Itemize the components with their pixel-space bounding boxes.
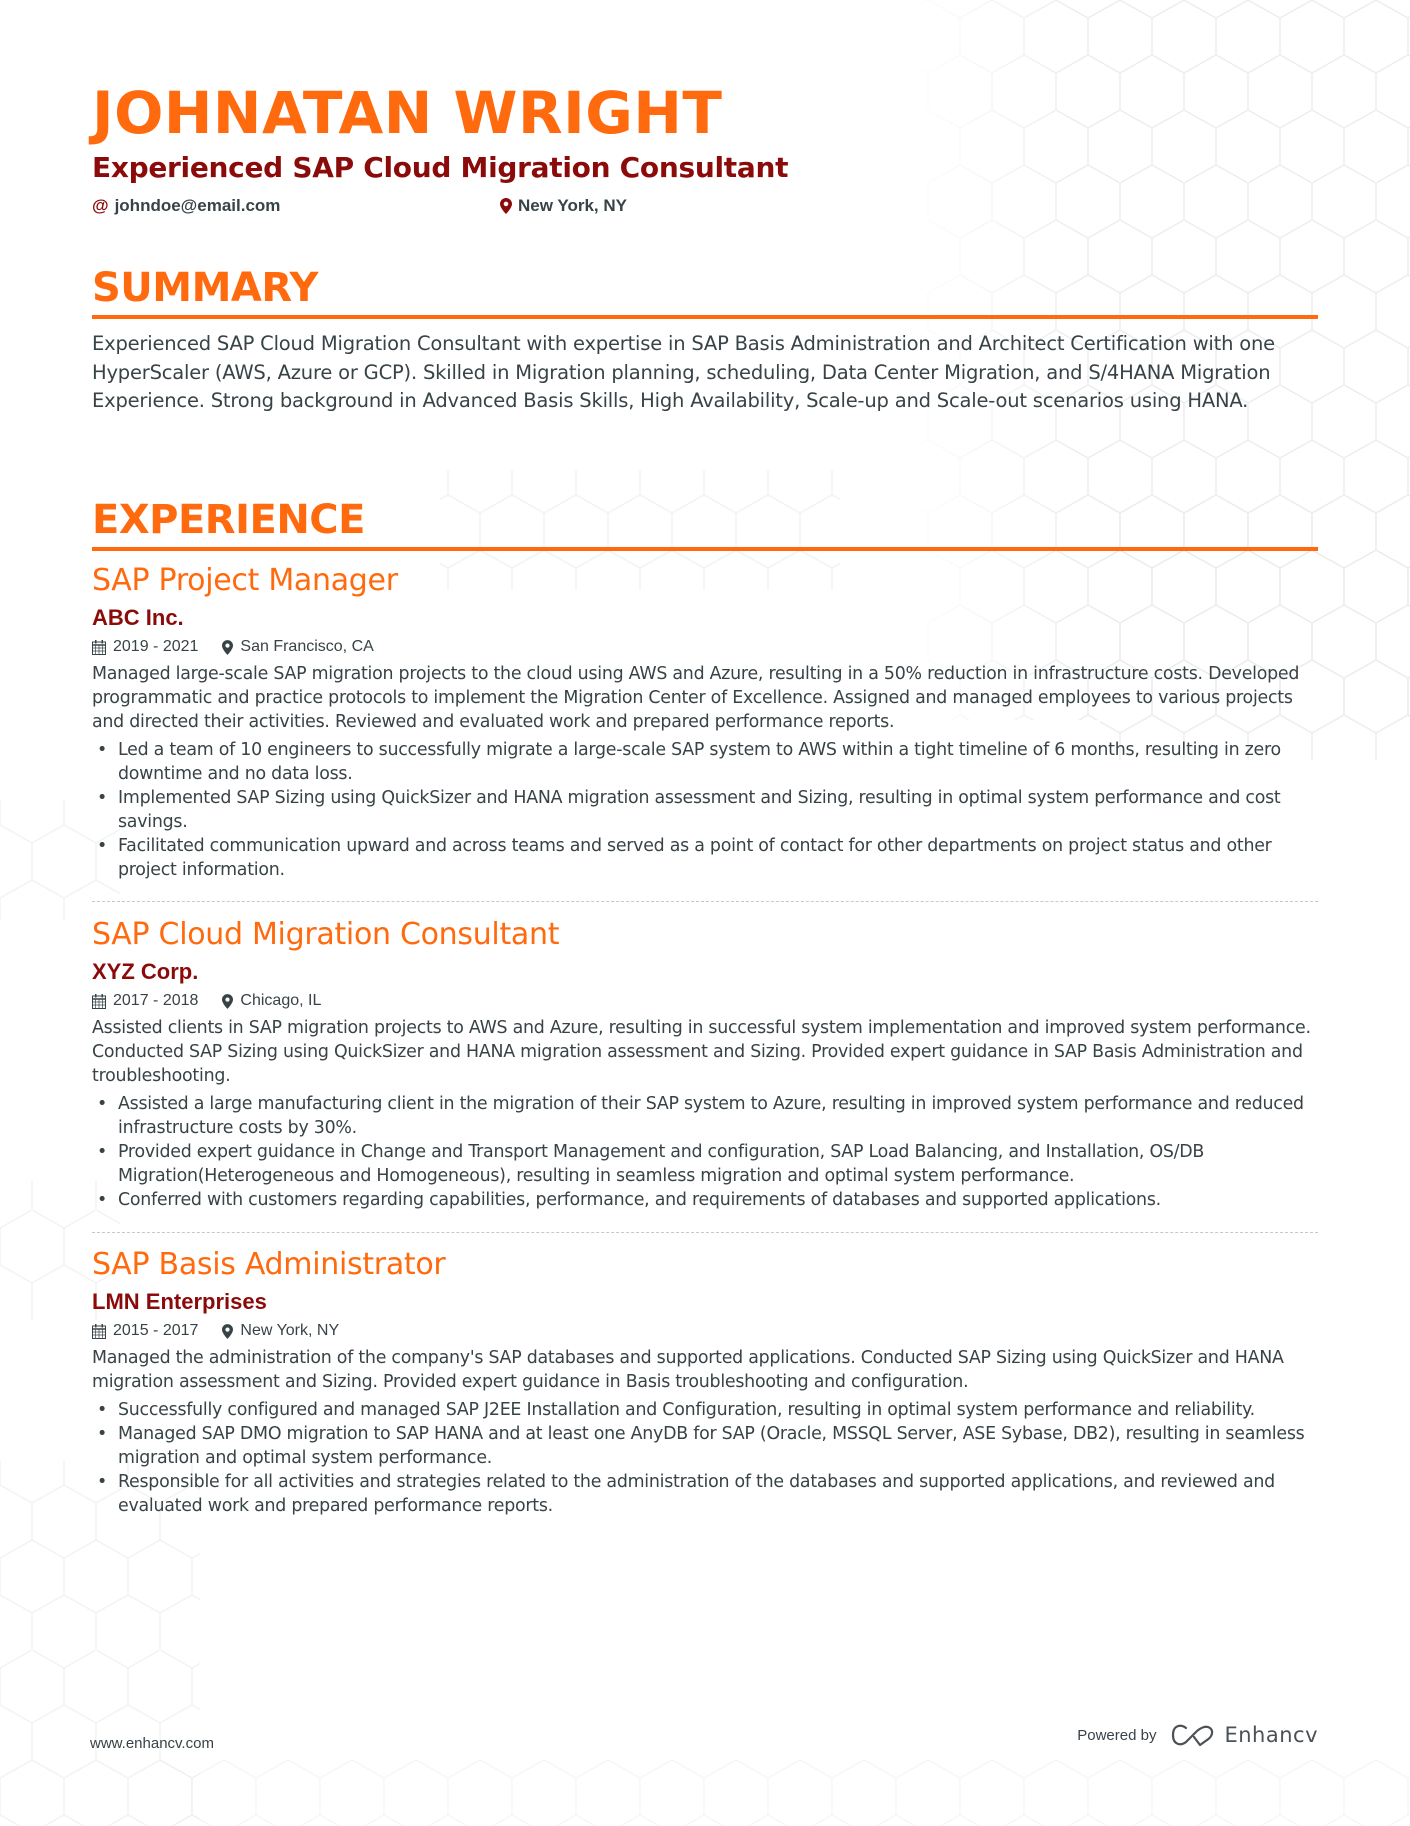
candidate-name: JOHNATAN WRIGHT [92, 79, 723, 147]
calendar-icon [92, 1324, 106, 1339]
job-company: XYZ Corp. [92, 959, 199, 984]
calendar-icon [92, 994, 106, 1009]
job-divider [92, 901, 1318, 902]
bullet-item: • Responsible for all activities and strategies related to the administration of the databases and supported applications, and reviewed and evaluated work and prepared performance reports. [97, 1472, 1275, 1516]
bullet-item: • Managed SAP DMO migration to SAP HANA and at least one AnyDB for SAP (Oracle, MSSQL Server, ASE Sybase, DB2), resulting in seamless migration and optimal system performance. [97, 1424, 1305, 1468]
experience-divider [92, 547, 1318, 551]
bullet-text: Provided expert guidance in Change and Transport Management and configuration, SAP Load Balancing, and Installation, OS/DB Migration(Heterogeneous and Homogeneous), resulting in seamless migration and optimal system performance. [118, 1142, 1205, 1186]
location-text: New York, NY [518, 196, 627, 215]
job-location-text: San Francisco, CA [240, 638, 374, 655]
job-company: LMN Enterprises [92, 1289, 267, 1314]
enhancv-brand-text: Enhancv [1224, 1723, 1318, 1747]
summary-divider [92, 315, 1318, 319]
candidate-title: Experienced SAP Cloud Migration Consultant [92, 151, 789, 184]
job-bullets [92, 738, 1318, 882]
job-dates-text: 2017 - 2018 [113, 992, 199, 1009]
calendar-icon [92, 640, 106, 655]
job-dates [92, 1319, 198, 1343]
bullet-item: • Assisted a large manufacturing client in the migration of their SAP system to Azure, resulting in improved system performance and reduced infrastructure costs by 30%. [97, 1094, 1304, 1138]
bullet-item: • Successfully configured and managed SAP J2EE Installation and Configuration, resulting in optimal system performance and reliability. [97, 1400, 1255, 1420]
bullet-text: Conferred with customers regarding capabilities, performance, and requirements of databases and supported applications. [118, 1190, 1161, 1210]
job-title: SAP Project Manager [92, 563, 398, 598]
job-description: Managed large-scale SAP migration projects to the cloud using AWS and Azure, resulting in a 50% reduction in infrastructure costs. Developed programmatic and practice protocols to implement the Migration Center of Excellence. Assigned and managed employees to various projects and directed their activities. Reviewed and evaluated work and prepared performance reports. [92, 664, 1300, 732]
bullet-text: Assisted a large manufacturing client in the migration of their SAP system to Azure, resulting in improved system performance and reduced infrastructure costs by 30%. [118, 1094, 1304, 1138]
contact-location [500, 193, 627, 219]
job-bullets [92, 1398, 1318, 1518]
job-dates-text: 2019 - 2021 [113, 638, 199, 655]
bullet-text: Managed SAP DMO migration to SAP HANA and at least one AnyDB for SAP (Oracle, MSSQL Server, ASE Sybase, DB2), resulting in seamless migration and optimal system performance. [118, 1424, 1305, 1468]
job-dates-text: 2015 - 2017 [113, 1322, 199, 1339]
job-company: ABC Inc. [92, 605, 184, 630]
experience-section-header [92, 495, 1318, 551]
bullet-text: Facilitated communication upward and across teams and served as a point of contact for other departments on project status and other project information. [118, 836, 1272, 880]
bullet-item: • Led a team of 10 engineers to successfully migrate a large-scale SAP system to AWS within a tight timeline of 6 months, resulting in zero downtime and no data loss. [97, 740, 1281, 784]
job-entry [92, 915, 1318, 1212]
job-dates [92, 635, 198, 659]
bullet-text: Implemented SAP Sizing using QuickSizer and HANA migration assessment and Sizing, resulting in optimal system performance and cost savings. [118, 788, 1281, 832]
job-location [222, 635, 373, 659]
bullet-text: Responsible for all activities and strategies related to the administration of the databases and supported applications, and reviewed and evaluated work and prepared performance reports. [118, 1472, 1275, 1516]
job-location [222, 1319, 339, 1343]
bullet-text: Led a team of 10 engineers to successfully migrate a large-scale SAP system to AWS within a tight timeline of 6 months, resulting in zero downtime and no data loss. [118, 740, 1281, 784]
job-entry [92, 561, 1318, 882]
at-icon: @ [92, 196, 109, 215]
enhancv-logo-icon [1170, 1723, 1216, 1747]
powered-by-label: Powered by [1077, 1726, 1157, 1744]
bullet-item: • Facilitated communication upward and across teams and served as a point of contact for other departments on project status and other project information. [97, 836, 1272, 880]
job-meta [92, 989, 1318, 1013]
enhancv-logo [1170, 1723, 1318, 1747]
job-entry [92, 1245, 1318, 1518]
website-link[interactable]: www.enhancv.com [90, 1735, 214, 1752]
bullet-item: • Conferred with customers regarding capabilities, performance, and requirements of databases and supported applications. [97, 1190, 1161, 1210]
bullet-item: • Provided expert guidance in Change and Transport Management and configuration, SAP Load Balancing, and Installation, OS/DB Migration(Heterogeneous and Homogeneous), resulting in seamless migration and optimal system performance. [97, 1142, 1205, 1186]
job-bullets [92, 1092, 1318, 1212]
powered-by-badge[interactable] [1077, 1723, 1318, 1747]
summary-text: Experienced SAP Cloud Migration Consultant with expertise in SAP Basis Administration and Architect Certification with one HyperScaler (AWS, Azure or GCP). Skilled in Migration planning, scheduling, Data Center Migration, and S/4HANA Migration Experience. Strong background in Advanced Basis Skills, High Availability, Scale-up and Scale-out scenarios using HANA. [92, 332, 1275, 412]
contact-email[interactable] [92, 193, 280, 219]
summary-heading: SUMMARY [92, 265, 318, 311]
bullet-text: Successfully configured and managed SAP J2EE Installation and Configuration, resulting in optimal system performance and reliability. [118, 1400, 1255, 1420]
job-title: SAP Cloud Migration Consultant [92, 917, 560, 952]
job-location [222, 989, 321, 1013]
job-meta [92, 1319, 1318, 1343]
job-divider [92, 1232, 1318, 1233]
job-title: SAP Basis Administrator [92, 1247, 446, 1282]
job-description: Assisted clients in SAP migration projects to AWS and Azure, resulting in successful system implementation and improved system performance. Conducted SAP Sizing using QuickSizer and HANA migration assessment and Sizing. Provided expert guidance in SAP Basis Administration and troubleshooting. [92, 1018, 1311, 1086]
job-meta [92, 635, 1318, 659]
map-pin-icon [500, 198, 512, 214]
summary-section-header [92, 263, 1318, 319]
map-pin-icon [222, 1324, 233, 1339]
job-dates [92, 989, 198, 1013]
job-description: Managed the administration of the company's SAP databases and supported applications. Conducted SAP Sizing using QuickSizer and HANA migration assessment and Sizing. Provided expert guidance in Basis troubleshooting and configuration. [92, 1348, 1284, 1392]
email-text: johndoe@email.com [114, 196, 281, 215]
map-pin-icon [222, 640, 233, 655]
map-pin-icon [222, 994, 233, 1009]
bullet-item: • Implemented SAP Sizing using QuickSizer and HANA migration assessment and Sizing, resulting in optimal system performance and cost savings. [97, 788, 1281, 832]
job-location-text: Chicago, IL [240, 992, 322, 1009]
experience-heading: EXPERIENCE [92, 497, 365, 543]
contact-info [92, 193, 892, 219]
job-location-text: New York, NY [240, 1322, 340, 1339]
